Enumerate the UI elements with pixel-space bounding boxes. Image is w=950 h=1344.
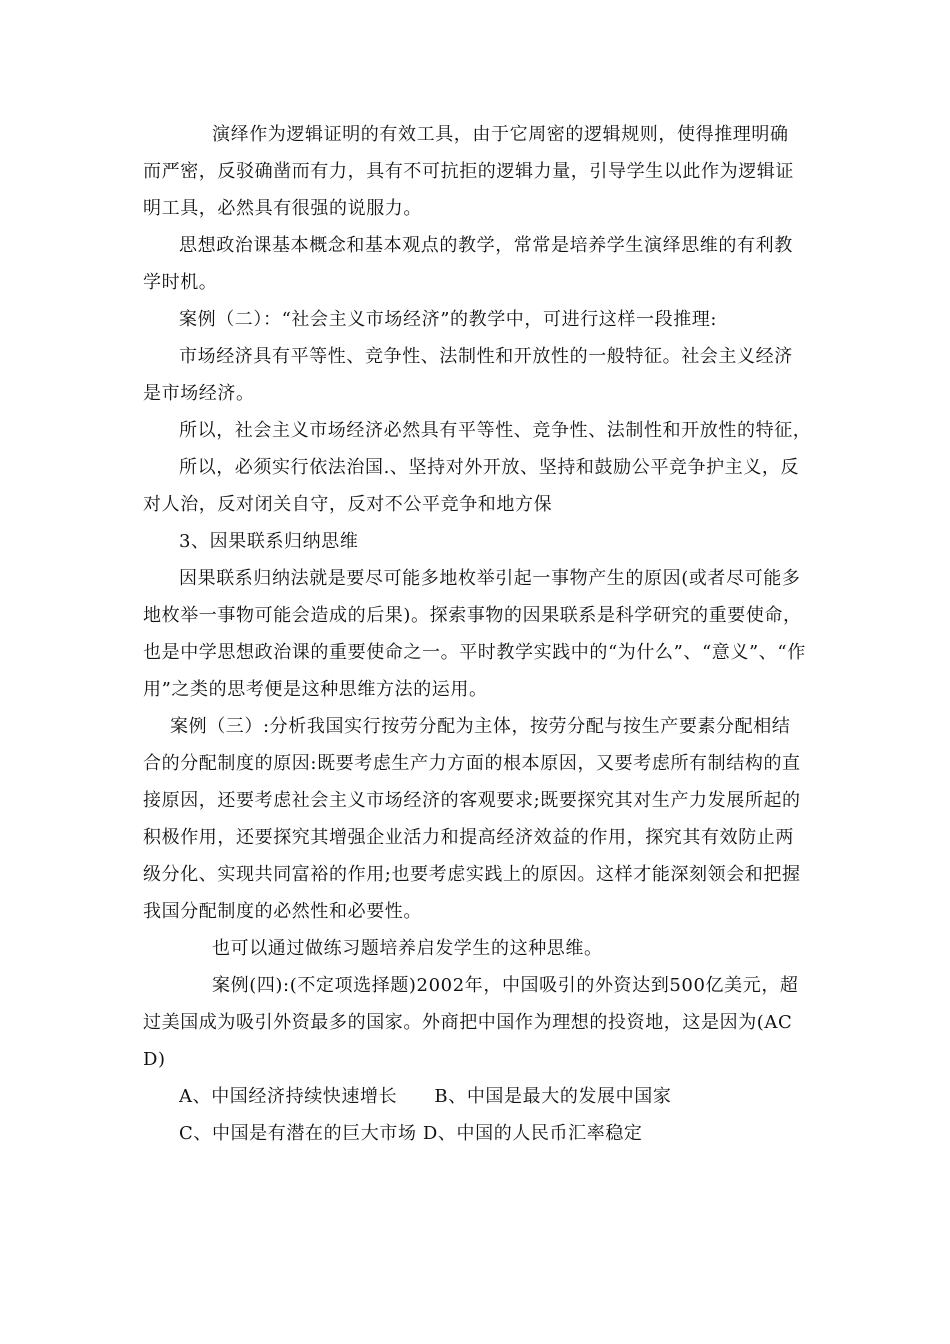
- paragraph-market-economy-conclusion: 所以，社会主义市场经济必然具有平等性、竞争性、法制性和开放性的特征，: [179, 420, 812, 441]
- paragraph-teaching-opportunity: 思想政治课基本概念和基本观点的教学，常常是培养学生演绎思维的有利教学时机。: [143, 235, 793, 293]
- paragraph-case-two-intro: 案例（二）：“社会主义市场经济”的教学中，可进行这样一段推理:: [179, 309, 718, 330]
- paragraph-causal-induction: 因果联系归纳法就是要尽可能多地枚举引起一事物产生的原因(或者尽可能多地枚举一事物可能会造成的后果)。探索事物的因果联系是科学研究的重要使命，也是中学思想政治课的重要使命之一。平时教学实践中的“为什么”、“意义”、“作用”之类的思考便是这种思维方法的运用。: [143, 568, 806, 700]
- answer-options-line-2: C、中国是有潜在的巨大市场 D、中国的人民币汇率稳定: [179, 1123, 643, 1144]
- paragraph-deduction-tool: 演绎作为逻辑证明的有效工具，由于它周密的逻辑规则，使得推理明确而严密，反驳确凿而有力，具有不可抗拒的逻辑力量，引导学生以此作为逻辑证明工具，必然具有很强的说服力。: [143, 124, 794, 219]
- answer-options-line-1: A、中国经济持续快速增长 B、中国是最大的发展中国家: [179, 1086, 672, 1107]
- paragraph-market-economy-premise: 市场经济具有平等性、竞争性、法制性和开放性的一般特征。社会主义经济是市场经济。: [143, 346, 793, 404]
- paragraph-exercise-intro: 也可以通过做练习题培养启发学生的这种思维。: [212, 938, 603, 959]
- paragraph-case-three: 案例（三）:分析我国实行按劳分配为主体，按劳分配与按生产要素分配相结合的分配制度的原因:既要考虑生产力方面的根本原因，又要考虑所有制结构的直接原因，还要考虑社会主义市场经济的客观要求;既要探究其对生产力发展所起的积极作用，还要探究其增强企业活力和提高经济效益的作用，探究其有效防止两级分化、实现共同富裕的作用;也要考虑实践上的原因。这样才能深刻领会和把握我国分配制度的必然性和必要性。: [143, 716, 801, 922]
- paragraph-case-four-question: 案例(四):(不定项选择题)2002年，中国吸引的外资达到500亿美元，超过美国成为吸引外资最多的国家。外商把中国作为理想的投资地，这是因为(ACD): [143, 975, 799, 1070]
- document-body: [143, 116, 812, 1152]
- paragraph-rule-of-law-conclusion: 所以，必须实行依法治国.、坚持对外开放、坚持和鼓励公平竞争护主义，反对人治，反对闭关自守，反对不公平竞争和地方保: [143, 457, 800, 515]
- section-heading-causal-induction: 3、因果联系归纳思维: [179, 531, 359, 552]
